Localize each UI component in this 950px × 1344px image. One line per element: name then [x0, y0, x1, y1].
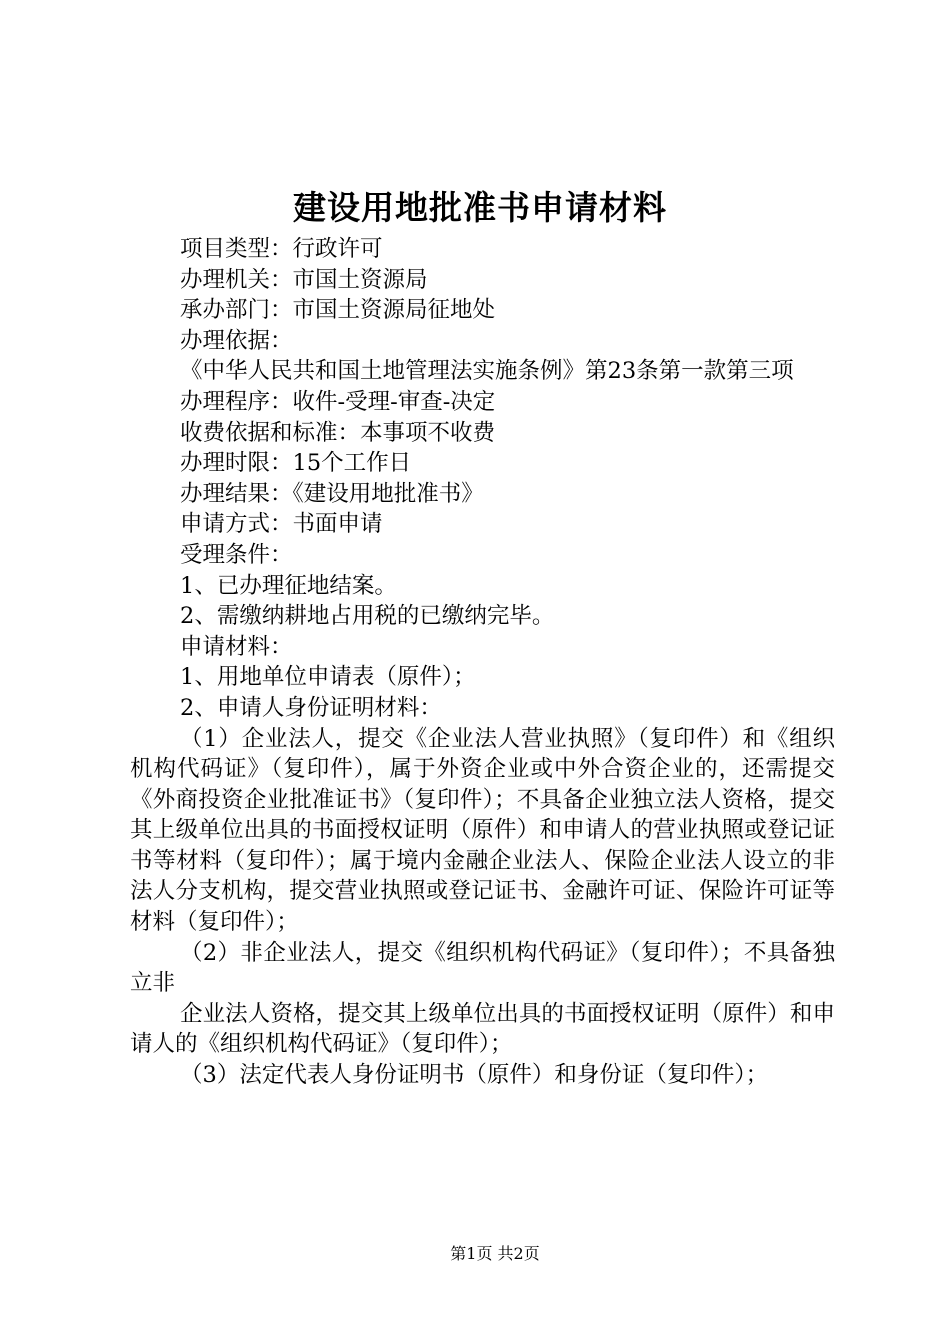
paragraph-material-2-2a: （2）非企业法人，提交《组织机构代码证》（复印件）；不具备独立非	[130, 939, 835, 997]
page-footer: 第1页 共2页	[450, 1244, 540, 1263]
paragraph-handling-agency: 办理机关：市国土资源局	[180, 266, 428, 293]
paragraph-department: 承办部门：市国土资源局征地处	[180, 297, 496, 324]
paragraph-condition-2: 2、需缴纳耕地占用税的已缴纳完毕。	[180, 603, 555, 630]
paragraph-basis-text: 《中华人民共和国土地管理法实施条例》第23条第一款第三项	[180, 358, 794, 385]
paragraph-project-type: 项目类型：行政许可	[180, 236, 383, 262]
paragraph-result: 办理结果：《建设用地批准书》	[180, 480, 484, 507]
paragraph-materials-label: 申请材料：	[180, 633, 293, 660]
paragraph-fee: 收费依据和标准：本事项不收费	[180, 419, 496, 446]
document-body	[130, 234, 835, 1091]
paragraph-time-limit: 办理时限：15个工作日	[180, 450, 412, 477]
paragraph-condition-1: 1、已办理征地结案。	[180, 572, 397, 599]
paragraph-material-2-2b: 企业法人资格，提交其上级单位出具的书面授权证明（原件）和申请人的《组织机构代码证》（复印件）；	[130, 1000, 835, 1058]
paragraph-basis-label: 办理依据：	[180, 327, 293, 354]
paragraph-procedure: 办理程序：收件-受理-审查-决定	[180, 388, 496, 415]
paragraph-material-2-1: （1）企业法人，提交《企业法人营业执照》（复印件）和《组织机构代码证》（复印件），属于外资企业或中外合资企业的，还需提交《外商投资企业批准证书》（复印件）；不具备企业独立法人资格，提交其上级单位出具的书面授权证明（原件）和申请人的营业执照或登记证书等材料（复印件）；属于境内金融企业法人、保险企业法人设立的非法人分支机构，提交营业执照或登记证书、金融许可证、保险许可证等材料（复印件）；	[130, 725, 835, 936]
paragraph-material-2-3: （3）法定代表人身份证明书（原件）和身份证（复印件）；	[180, 1062, 769, 1089]
paragraph-conditions-label: 受理条件：	[180, 541, 293, 568]
paragraph-material-2: 2、申请人身份证明材料：	[180, 694, 442, 721]
document-title: 建设用地批准书申请材料	[293, 188, 667, 227]
paragraph-material-1: 1、用地单位申请表（原件）；	[180, 664, 476, 691]
paragraph-application-method: 申请方式：书面申请	[180, 511, 383, 538]
